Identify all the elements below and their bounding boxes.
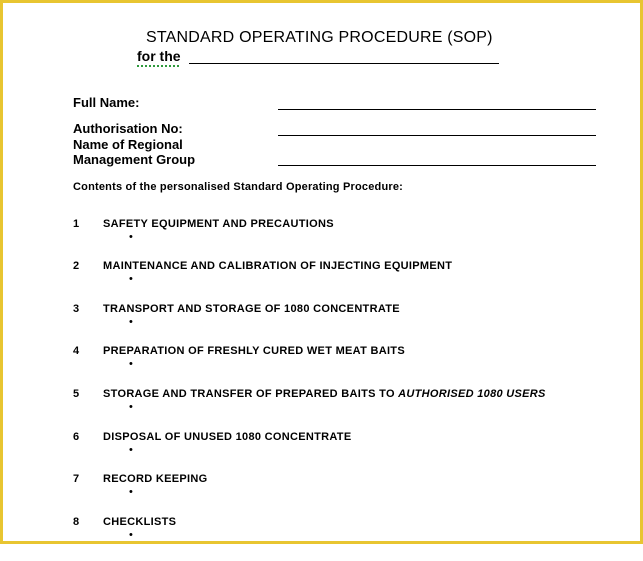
- item-number: 5: [73, 388, 80, 400]
- bullet: •: [129, 231, 133, 243]
- authorisation-no-blank-line[interactable]: [278, 135, 596, 136]
- bullet: •: [129, 401, 133, 413]
- item-label-italic: AUTHORISED 1080 USERS: [398, 388, 546, 400]
- list-item: [3, 516, 643, 561]
- document-title: STANDARD OPERATING PROCEDURE (SOP): [146, 29, 493, 46]
- for-the-blank-line[interactable]: [189, 63, 499, 64]
- list-item: [3, 473, 643, 518]
- list-item: [3, 218, 643, 263]
- list-item: [3, 303, 643, 348]
- bullet: •: [129, 444, 133, 456]
- item-label: MAINTENANCE AND CALIBRATION OF INJECTING EQUIPMENT: [103, 260, 453, 272]
- list-item: [3, 431, 643, 476]
- item-label: DISPOSAL OF UNUSED 1080 CONCENTRATE: [103, 431, 352, 443]
- item-number: 7: [73, 473, 80, 485]
- list-item: [3, 388, 643, 433]
- item-label-plain: STORAGE AND TRANSFER OF PREPARED BAITS TO: [103, 388, 395, 400]
- item-label: [103, 388, 546, 400]
- for-the-label: [137, 48, 181, 64]
- item-number: 3: [73, 303, 80, 315]
- item-label: SAFETY EQUIPMENT AND PRECAUTIONS: [103, 218, 334, 230]
- contents-heading: Contents of the personalised Standard Operating Procedure:: [73, 181, 404, 193]
- list-item: [3, 260, 643, 305]
- for-the-text: for the: [137, 48, 181, 64]
- regional-group-blank-line[interactable]: [278, 165, 596, 166]
- bullet: •: [129, 486, 133, 498]
- regional-group-label-line2: Management Group: [73, 152, 196, 167]
- item-label: RECORD KEEPING: [103, 473, 208, 485]
- full-name-label: Full Name:: [73, 95, 140, 110]
- item-number: 4: [73, 345, 80, 357]
- item-label: TRANSPORT AND STORAGE OF 1080 CONCENTRATE: [103, 303, 400, 315]
- item-number: 8: [73, 516, 80, 528]
- item-number: 6: [73, 431, 80, 443]
- item-number: 1: [73, 218, 80, 230]
- full-name-blank-line[interactable]: [278, 109, 596, 110]
- bullet: •: [129, 273, 133, 285]
- item-label: PREPARATION OF FRESHLY CURED WET MEAT BAITS: [103, 345, 405, 357]
- bullet: •: [129, 529, 133, 541]
- item-label: CHECKLISTS: [103, 516, 177, 528]
- authorisation-no-label: Authorisation No:: [73, 121, 183, 136]
- item-number: 2: [73, 260, 80, 272]
- bullet: •: [129, 358, 133, 370]
- bullet: •: [129, 316, 133, 328]
- regional-group-label-line1: Name of Regional: [73, 137, 183, 152]
- list-item: [3, 345, 643, 390]
